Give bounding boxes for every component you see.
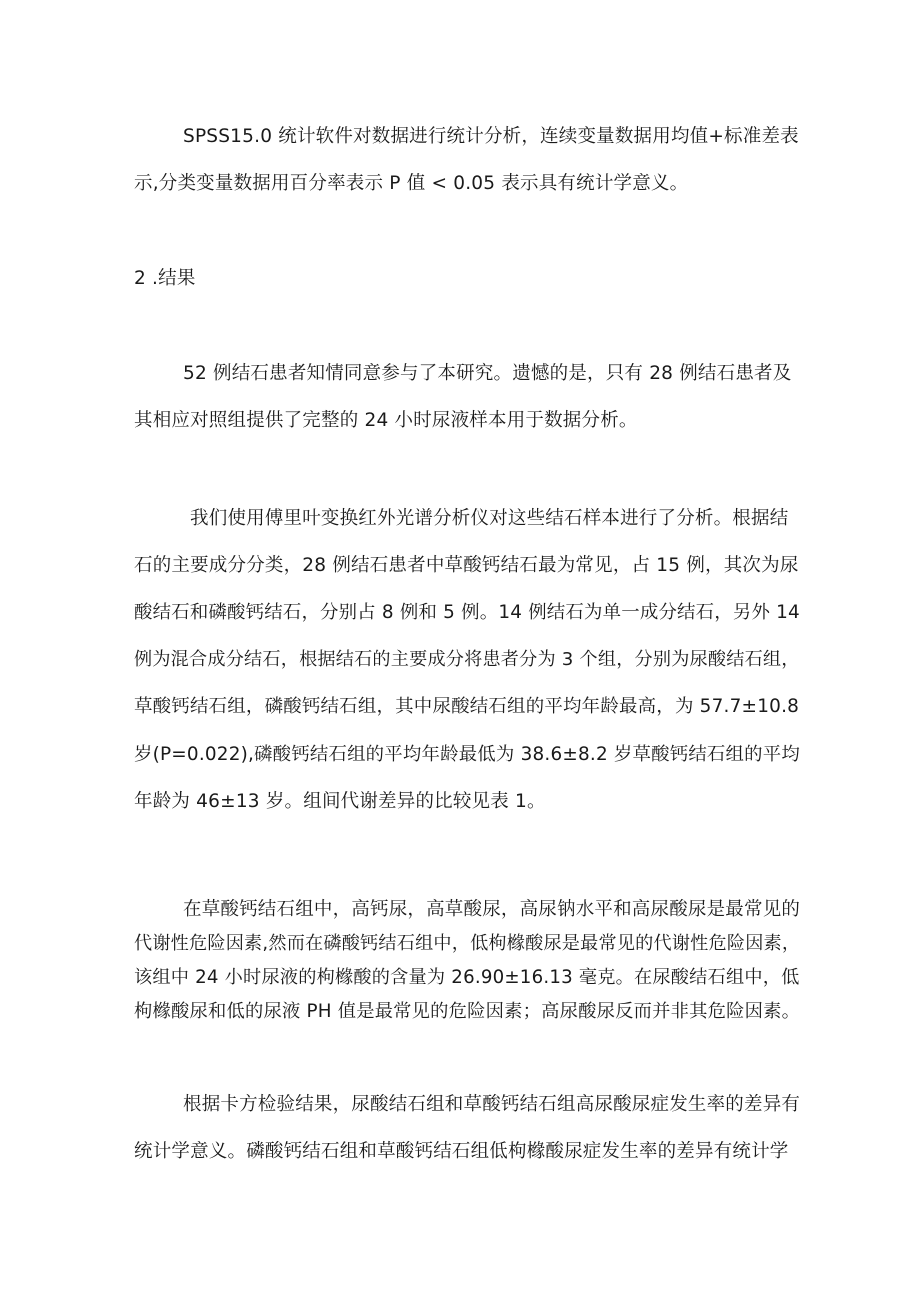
paragraph-4-line-3: 该组中 24 小时尿液的枸橼酸的含量为 26.90±16.13 毫克。在尿酸结石组中，低 (134, 967, 800, 988)
paragraph-3-line-7: 年龄为 46±13 岁。组间代谢差异的比较见表 1。 (134, 791, 546, 812)
paragraph-5-line-2: 统计学意义。磷酸钙结石组和草酸钙结石组低枸橼酸尿症发生率的差异有统计学 (134, 1141, 789, 1162)
paragraph-3-line-3: 酸结石和磷酸钙结石，分别占 8 例和 5 例。14 例结石为单一成分结石，另外 14 (134, 602, 800, 623)
paragraph-1-line-2: 示,分类变量数据用百分率表示 P 值 < 0.05 表示具有统计学意义。 (134, 173, 689, 194)
paragraph-3-line-4: 例为混合成分结石，根据结石的主要成分将患者分为 3 个组，分别为尿酸结石组， (134, 649, 800, 670)
paragraph-5-line-1: 根据卡方检验结果，尿酸结石组和草酸钙结石组高尿酸尿症发生率的差异有 (183, 1094, 801, 1115)
section-heading-results: 2 .结果 (134, 268, 196, 289)
paragraph-2-line-1: 52 例结石患者知情同意参与了本研究。遗憾的是，只有 28 例结石患者及 (183, 363, 792, 384)
paragraph-4-line-1: 在草酸钙结石组中，高钙尿，高草酸尿，高尿钠水平和高尿酸尿是最常见的 (183, 899, 801, 920)
paragraph-3-line-1: 我们使用傅里叶变换红外光谱分析仪对这些结石样本进行了分析。根据结 (190, 508, 789, 529)
paragraph-3-line-5: 草酸钙结石组，磷酸钙结石组，其中尿酸结石组的平均年龄最高，为 57.7±10.8 (134, 696, 800, 717)
paragraph-2-line-2: 其相应对照组提供了完整的 24 小时尿液样本用于数据分析。 (134, 410, 638, 431)
paragraph-3-line-2: 石的主要成分分类，28 例结石患者中草酸钙结石最为常见，占 15 例，其次为尿 (134, 555, 799, 576)
paragraph-1-line-1: SPSS15.0 统计软件对数据进行统计分析，连续变量数据用均值+标准差表 (183, 126, 799, 147)
paragraph-4-line-2: 代谢性危险因素,然而在磷酸钙结石组中，低枸橼酸尿是最常见的代谢性危险因素， (134, 933, 801, 954)
paragraph-4-line-4: 枸橼酸尿和低的尿液 PH 值是最常见的危险因素；高尿酸尿反而并非其危险因素。 (134, 1001, 801, 1022)
paragraph-3-line-6: 岁(P=0.022),磷酸钙结石组的平均年龄最低为 38.6±8.2 岁草酸钙结石组的平均 (134, 744, 800, 765)
